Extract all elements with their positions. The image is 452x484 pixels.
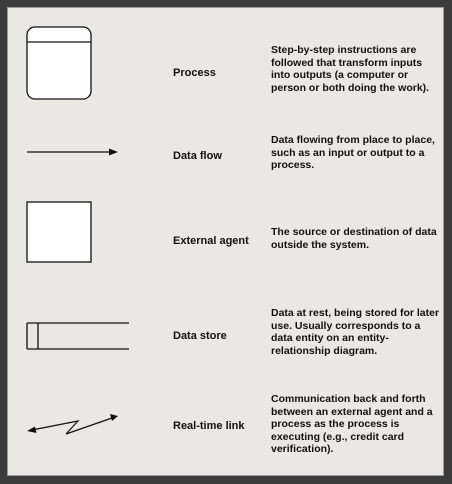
process-symbol <box>26 26 92 100</box>
legend-label: Data flow <box>173 150 222 162</box>
legend-description: Data at rest, being stored for later use. Usually corresponds to a data entity on an entity-relationship diagram. <box>271 307 440 357</box>
real-time-link-arrow <box>24 404 124 440</box>
dfd-symbol-legend <box>7 7 444 476</box>
legend-description: Communication back and forth between an external agent and a process as the process is executing (e.g., credit card verification). <box>271 393 433 455</box>
legend-label: Process <box>173 67 216 79</box>
legend-label: External agent <box>173 235 249 247</box>
legend-description: Data flowing from place to place, such as an input or output to a process. <box>271 134 435 171</box>
legend-description: The source or destination of data outside the system. <box>271 226 437 251</box>
data-flow-arrow <box>26 147 120 157</box>
external-agent-square <box>26 201 92 263</box>
legend-label: Real-time link <box>173 420 245 432</box>
legend-description: Step-by-step instructions are followed that transform inputs into outputs (a computer or person or both doing the work). <box>271 44 430 94</box>
data-store-symbol <box>26 322 130 350</box>
legend-label: Data store <box>173 330 227 342</box>
